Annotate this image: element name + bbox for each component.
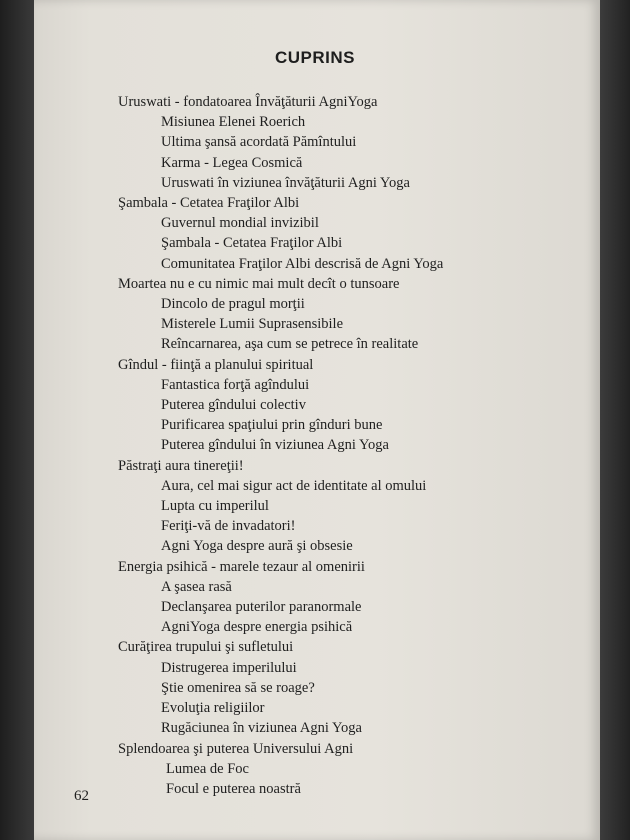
toc-chapter: Şambala - Cetatea Fraţilor Albi	[118, 195, 300, 212]
toc-section: Distrugerea imperilului	[161, 659, 297, 676]
toc-section: Misiunea Elenei Roerich	[161, 114, 306, 131]
toc-chapter: Păstraţi aura tinereţii!	[118, 457, 244, 474]
toc-chapter: Splendoarea şi puterea Universului Agni	[118, 740, 354, 757]
toc-section: Guvernul mondial invizibil	[161, 215, 319, 232]
toc-section: Puterea gîndului în viziunea Agni Yoga	[161, 437, 389, 454]
toc-section: Evoluţia religiilor	[161, 700, 265, 717]
toc-section: Puterea gîndului colectiv	[161, 397, 306, 414]
toc-chapter: Moartea nu e cu nimic mai mult decît o tunsoare	[118, 275, 400, 292]
toc-chapter: Gîndul - fiinţă a planului spiritual	[118, 356, 314, 373]
toc-section: Agni Yoga despre aură şi obsesie	[161, 538, 353, 555]
toc-section: Dincolo de pragul morţii	[161, 296, 305, 313]
toc-section: Ultima şansă acordată Pămîntului	[161, 134, 357, 151]
book-spine-shadow	[0, 0, 34, 840]
page-title: CUPRINS	[274, 48, 355, 67]
toc-section: Aura, cel mai sigur act de identitate al omului	[161, 477, 427, 494]
toc-section: A şasea rasă	[161, 578, 232, 595]
toc-section: Lupta cu imperilul	[161, 498, 269, 515]
page-edge-shadow	[600, 0, 630, 840]
toc-section: Ştie omenirea să se roage?	[161, 679, 315, 696]
toc-chapter: Curăţirea trupului şi sufletului	[118, 639, 294, 656]
toc-section: Lumea de Foc	[166, 760, 249, 777]
toc-section: Comunitatea Fraţilor Albi descrisă de Agni Yoga	[161, 255, 444, 272]
toc-section: Focul e puterea noastră	[166, 780, 301, 797]
toc-section: Fantastica forţă agîndului	[161, 376, 310, 393]
toc-section: Declanşarea puterilor paranormale	[161, 599, 362, 616]
table-of-contents	[118, 92, 588, 799]
toc-chapter: Energia psihică - marele tezaur al omenirii	[118, 558, 365, 575]
page-number: 62	[74, 788, 89, 804]
toc-section: Reîncarnarea, aşa cum se petrece în realitate	[161, 336, 419, 353]
toc-section: Uruswati în viziunea învăţăturii Agni Yoga	[161, 174, 410, 191]
toc-section: Şambala - Cetatea Fraţilor Albi	[161, 235, 343, 252]
toc-section: Karma - Legea Cosmică	[161, 154, 303, 171]
toc-section: Misterele Lumii Suprasensibile	[161, 316, 344, 333]
toc-chapter: Uruswati - fondatoarea Învăţăturii AgniYoga	[118, 94, 378, 110]
toc-section: Feriţi-vă de invadatori!	[161, 518, 296, 535]
toc-section: Purificarea spaţiului prin gînduri bune	[161, 417, 383, 434]
toc-section: AgniYoga despre energia psihică	[161, 619, 353, 636]
toc-section: Rugăciunea în viziunea Agni Yoga	[161, 720, 362, 737]
